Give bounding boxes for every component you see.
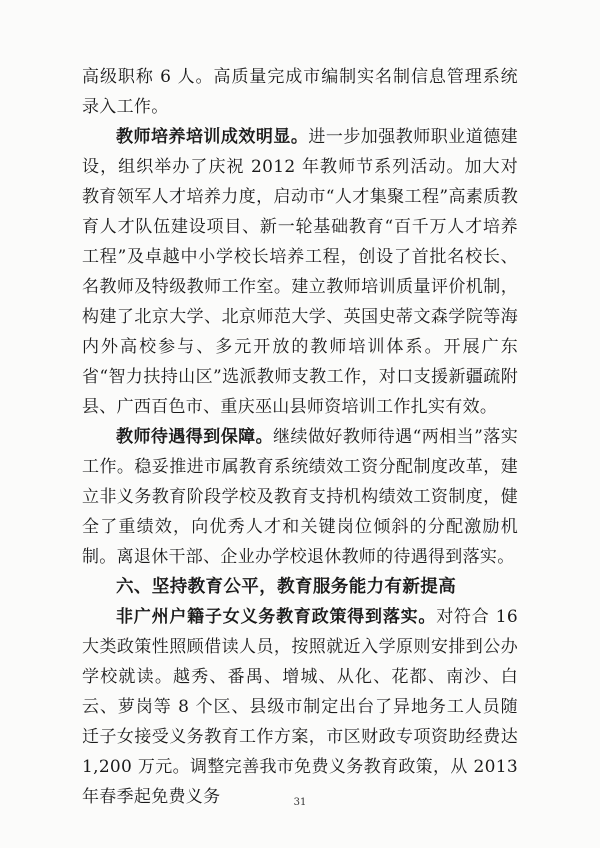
section-heading: 六、坚持教育公平，教育服务能力有新提高: [116, 577, 457, 597]
paragraph-text: 对符合 16 大类政策性照顾借读人员，按照就近入学原则安排到公办学校就读。越秀、番禺、增城、从化、花都、南沙、白云、萝岗等 8 个区、县级市制定出台了异地务工人员随迁子女接受义务教育工作方案，市区财政专项资助经费达 1,200 万元。调整完善我市免费义务教育政策，从 2013 年春季起免费义务: [82, 607, 518, 807]
paragraph-continuation: [82, 62, 518, 122]
paragraph-migrant-children: [82, 602, 518, 812]
paragraph-teacher-pay: [82, 422, 518, 572]
document-body: [82, 62, 518, 812]
paragraph-text: 继续做好教师待遇“两相当”落实工作。稳妥推进市属教育系统绩效工资分配制度改革，建立非义务教育阶段学校及教育支持机构绩效工资制度，健全了重绩效，向优秀人才和关键岗位倾斜的分配激励机制。离退休干部、企业办学校退休教师的待遇得到落实。: [82, 427, 519, 567]
paragraph-text: 进一步加强教师职业道德建设，组织举办了庆祝 2012 年教师节系列活动。加大对教育领军人才培养力度，启动市“人才集聚工程”高素质教育人才队伍建设项目、新一轮基础教育“百千万人才培养工程”及卓越中小学校长培养工程，创设了首批名校长、名教师及特级教师工作室。建立教师培训质量评价机制，构建了北京大学、北京师范大学、英国史蒂文森学院等海内外高校参与、多元开放的教师培训体系。开展广东省“智力扶持山区”选派教师支教工作，对口支援新疆疏附县、广西百色市、重庆巫山县师资培训工作扎实有效。: [82, 127, 518, 417]
paragraph-lead: 教师培养培训成效明显。: [116, 127, 309, 147]
page-number: 31: [293, 797, 307, 808]
paragraph-text: 高级职称 6 人。高质量完成市编制实名制信息管理系统录入工作。: [82, 67, 518, 117]
paragraph-lead: 教师待遇得到保障。: [116, 427, 274, 447]
paragraph-lead: 非广州户籍子女义务教育政策得到落实。: [116, 607, 437, 627]
paragraph-teacher-training: [82, 122, 518, 422]
